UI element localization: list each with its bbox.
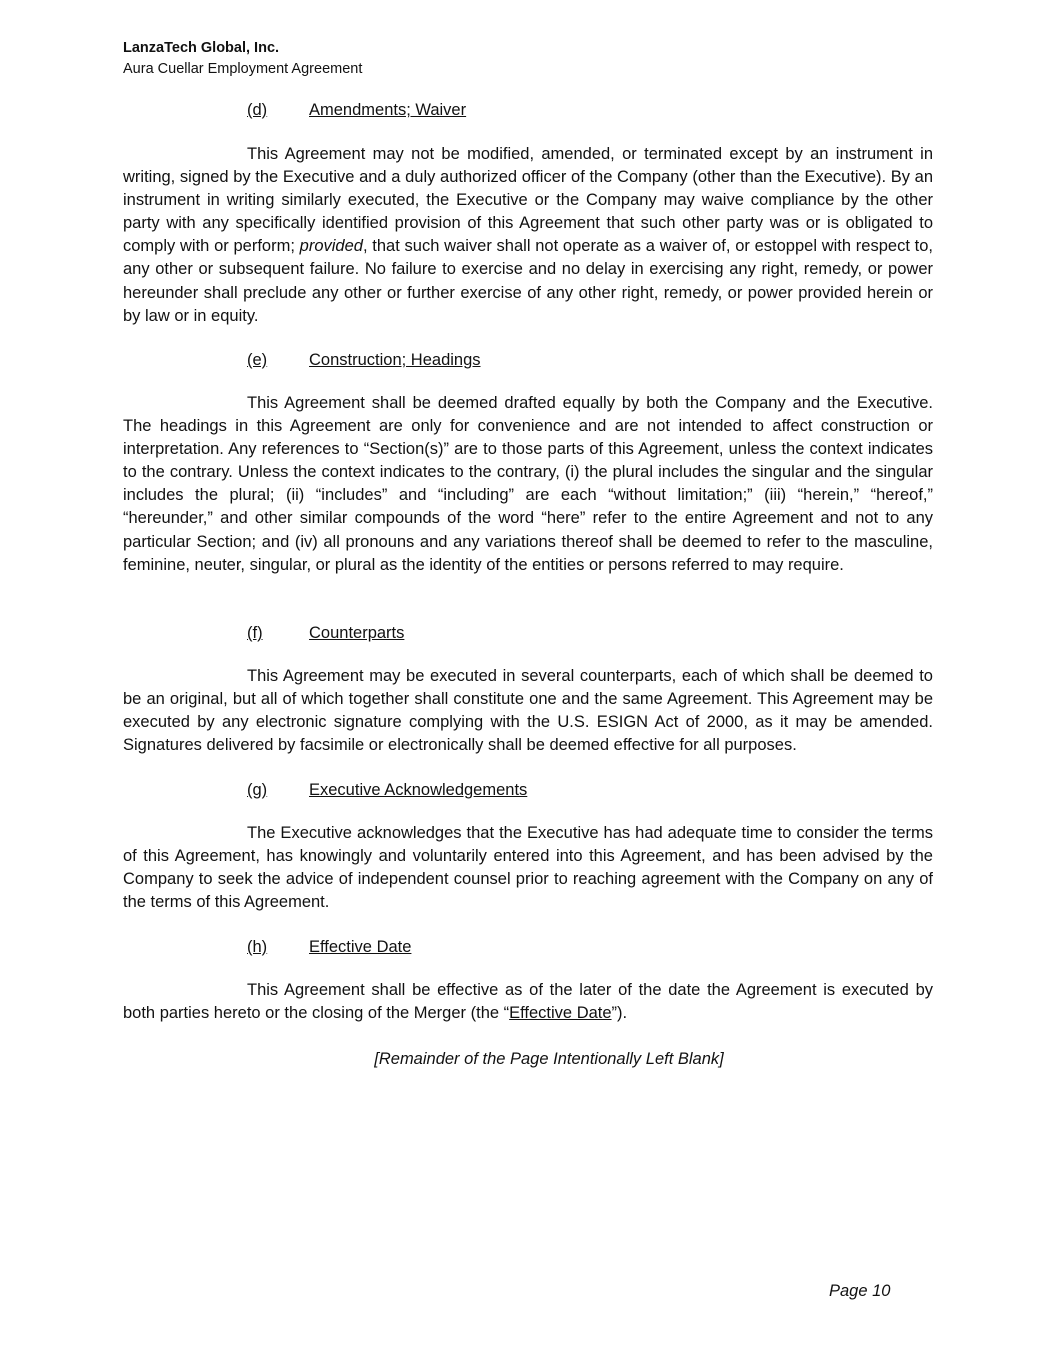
section-body-f: This Agreement may be executed in several counterparts, each of which shall be deemed to be an original, but all of which together shall constitute one and the same Agreement. This Agreement may be executed by any electronic signature complying with the U.S. ESIGN Act of 2000, as it may be amended. Signatures delivered by facsimile or electronically shall be deemed effective for all purposes. [123,667,933,755]
document-header [123,38,362,80]
body-text-continued: ”). [611,1004,628,1023]
document-title: Aura Cuellar Employment Agreement [123,61,363,77]
section-body-g: The Executive acknowledges that the Executive has had adequate time to consider the terms of this Agreement, has knowingly and voluntarily entered into this Agreement, and has been advised by the Company to seek the advice of independent counsel prior to reaching agreement with the Company on any of the terms of this Agreement. [123,824,933,912]
section-heading-f [247,622,404,644]
section-title: Construction; Headings [309,351,481,369]
section-body-d [123,143,933,328]
page-number: Page 10 [829,1282,891,1300]
section-heading-e [247,349,481,371]
section-title: Effective Date [309,938,412,956]
section-letter: (h) [247,938,268,956]
section-heading-d [247,99,466,121]
body-text-continued: , that such waiver shall not operate as a waiver of, or estoppel with respect to, any other or subsequent failure. No failure to exercise and no delay in exercising any right, remedy, or power hereunder shall preclude any other or further exercise of any other right, remedy, or power provided herein or by law or in equity. [123,237,933,325]
defined-term: Effective Date [509,1004,612,1023]
company-name: LanzaTech Global, Inc. [123,40,280,56]
section-body-h [123,979,933,1025]
body-text: This Agreement shall be effective as of the later of the date the Agreement is executed by both parties hereto or the closing of the Merger (the “ [123,981,933,1023]
section-letter: (e) [247,351,268,369]
section-title: Executive Acknowledgements [309,781,528,799]
section-letter: (d) [247,101,268,119]
remainder-note: [Remainder of the Page Intentionally Left Blank] [374,1050,724,1068]
body-text: This Agreement may not be modified, amended, or terminated except by an instrument in writing, signed by the Executive and a duly authorized officer of the Company (other than the Executive). By an instrument in writing similarly executed, the Executive or the Company may waive compliance by the other party with any specifically identified provision of this Agreement that such other party was or is obligated to comply with or perform; [123,145,933,256]
section-heading-h [247,936,411,958]
section-letter: (g) [247,781,268,799]
section-heading-g [247,779,527,801]
section-title: Amendments; Waiver [309,101,467,119]
body-italic-text: provided [299,237,363,256]
section-letter: (f) [247,624,263,642]
section-title: Counterparts [309,624,405,642]
section-body-e: This Agreement shall be deemed drafted equally by both the Company and the Executive. The headings in this Agreement are only for convenience and are not intended to affect construction or interpretation. Any references to “Section(s)” are to those parts of this Agreement, unless the context indicates to the contrary. Unless the context indicates to the contrary, (i) the plural includes the singular and the singular includes the plural; (ii) “includes” and “including” are each “without limitation;” (iii) “herein,” “hereof,” “hereunder,” and other similar compounds of the word “here” refer to the entire Agreement and not to any particular Section; and (iv) all pronouns and any variations thereof shall be deemed to refer to the masculine, feminine, neuter, singular, or plural as the identity of the entities or persons referred to may require. [123,394,933,574]
